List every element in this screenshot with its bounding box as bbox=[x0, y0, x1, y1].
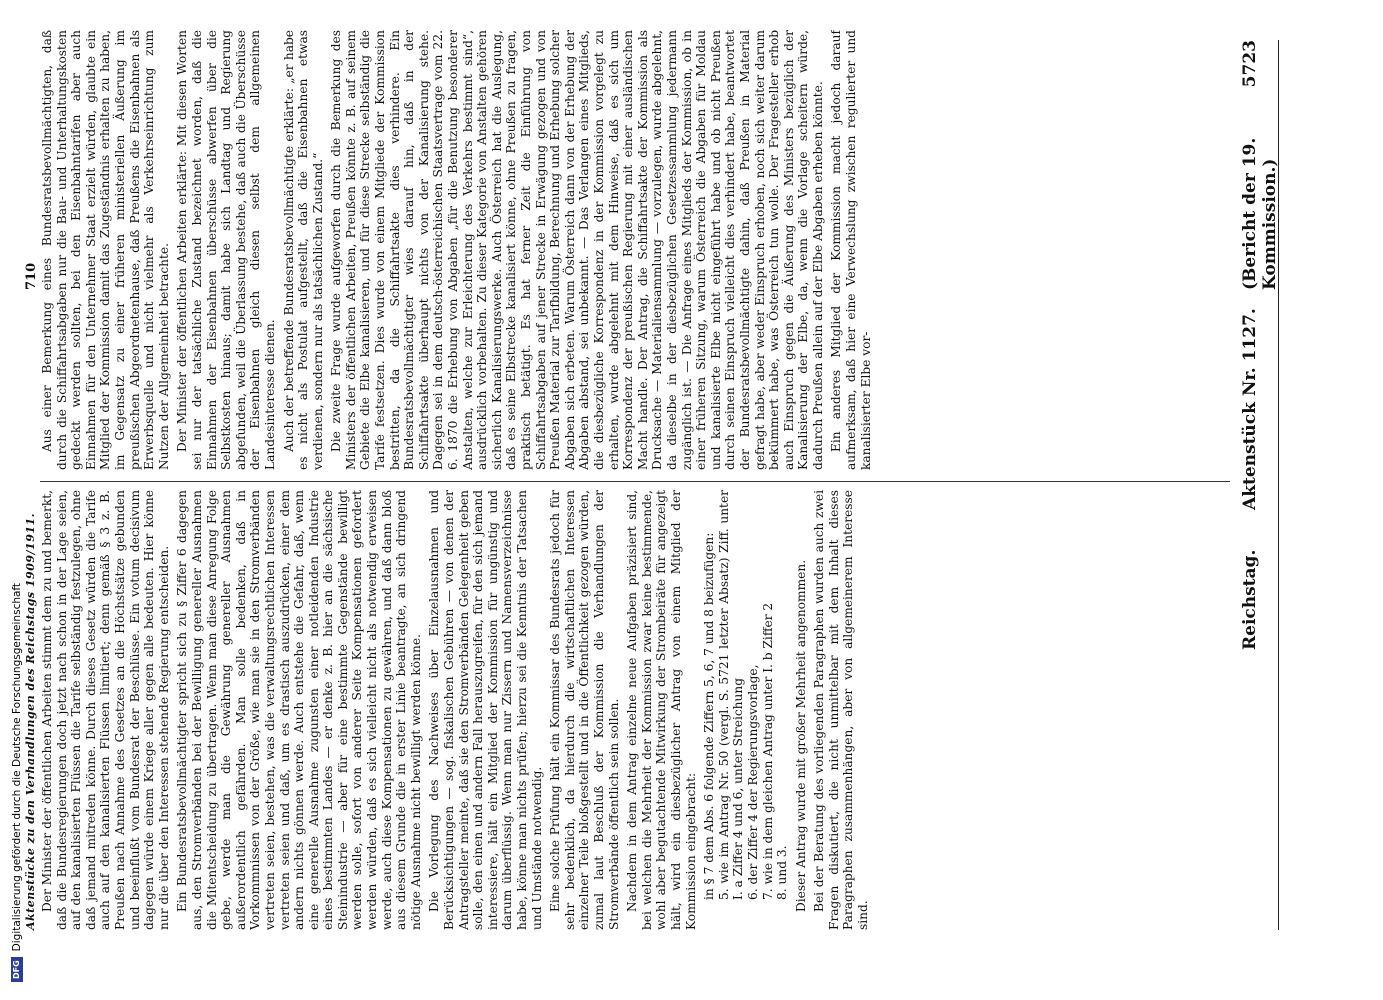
dfg-credit-text: Digitalisierung gefördert durch die Deutsche Forschungsgemeinschaft bbox=[11, 582, 23, 952]
paragraph: Aus einer Bemerkung eines Bundesratsbevollmächtigten, daß durch die Schiffahrtsabgaben nur die Bau- und Unterhaltungskosten gedeckt werden sollten, bei den Eisenbahntarifen aber auch Einnahmen für den Unternehmer Staat erzielt würden, glaubte ein Mitglied der Kommission damit das Zugeständnis erhalten zu haben, im Gegensatz zu einer früheren ministeriellen Äußerung im preußischen Abgeordnetenhause, daß Preußens die Eisenbahnen als Erwerbsquelle und nicht vielmehr als Verkehrseinrichtung zum Nutzen der Allgemeinheit betrachte. bbox=[40, 30, 171, 470]
footnote-signature: Aktenstücke zu den Verhandlungen des Reichstags 1909/1911. bbox=[24, 513, 37, 930]
list-item: 8. und 3. bbox=[775, 845, 790, 900]
header-rule bbox=[1278, 40, 1279, 930]
paragraph: Auch der betreffende Bundesratsbevollmächtigte erklärte: „er habe es nicht als Postulat aufgestellt, daß die Eisenbahnen etwas verdienen, sondern nur als tatsächlichen Zustand.“ bbox=[281, 30, 325, 470]
dfg-logo-icon: DFG bbox=[11, 957, 23, 982]
list-item: 6. der Ziffer 4 der Regierungsvorlage, bbox=[745, 664, 760, 900]
list-intro: in § 7 dem Abs. 6 folgende Ziffern 5, 6, 7 und 8 beizufügen: bbox=[702, 532, 717, 900]
dfg-credit bbox=[6, 0, 28, 1000]
paragraph: Die zweite Frage wurde aufgeworfen durch die Bemerkung des Ministers der öffentlichen Arbeiten, Preußen könnte z. B. auf seinem Gebiete die Elbe kanalisieren, und für diese Strecke selbständig die Tarife festsetzen. Dies wurde von einem Mitgliede der Kommission bestritten, da die Schiffahrtsakte dies verhindere. Ein Bundesratsbevollmächtigter wies darauf hin, daß in der Schiffahrtsakte überhaupt nichts von der Kanalisierung stehe. Dagegen sei in dem deutsch-österreichischen Staatsvertrage vom 22. 6. 1870 die Erhebung von Abgaben „für die Benutzung besonderer Anstalten, welche zur Erleichterung des Verkehrs bestimmt sind“, ausdrücklich vorbehalten. Zu dieser Kategorie von Anstalten gehören sicherlich Kanalisierungswerke. Auch Österreich hat die Auslegung, daß es seine Elbstrecke kanalisiert könne, ohne Preußen zu fragen, praktisch betätigt. Es hat ferner Zeit die Einführung von Schiffahrtsabgaben auf jener Strecke in Erwägung gezogen und von Preußen Material zur Tarifbildung, Berechnung und Erhebung solcher Abgaben sich erbeten. Warum Österreich dann von der Erhebung der Abgaben abstand, sei unbekannt. — Das Verlangen eines Mitglieds, die diesbezügliche Korrespondenz in der Kommission vorgelegt zu erhalten, wurde abgelehnt mit dem Hinweise, daß es sich um Korrespondenz der preußischen Regierung mit einer ausländischen Macht handle. Der Antrag, die Schiffahrtsakte der Kommission als Drucksache — Materialiensammlung — vorzulegen, wurde abgelehnt, da dieselbe in der diesbezüglichen Gesetzessammlung jedermann zugänglich ist. — Die Anfrage eines Mitglieds der Kommission, ob in einer früheren Sitzung, warum Österreich die Abgaben für Moldau und kanalisierte Elbe nicht eingeführt habe und ob nicht Preußen durch seinen Einspruch vielleicht dies verhindert habe, beantwortet der Bundesratsbevollmächtigte dahin, daß Preußen in Material gefragt habe, aber weder Einspruch erhoben, noch sich weiter darum bekümmert habe, was Österreich tun wolle. Der Fragesteller erhob auch Einspruch gegen die Äußerung des Ministers bezüglich der Kanalisierung der Elbe, da, wenn die Vorlage scheitern würde, dadurch Preußen allein auf der Elbe Abgaben erheben könnte. bbox=[329, 30, 825, 470]
amendment-list bbox=[702, 490, 790, 900]
paragraph: Nachdem in dem Antrag einzelne neue Aufgaben präzisiert sind, bei welchen die Mehrheit der Kommission zwar keine bestimmende, wohl aber begutachtende Mitwirkung der Strombeiräte für angezeigt hält, wird ein diesbezüglicher Antrag von einem Mitglied der Kommission eingebracht: bbox=[625, 490, 698, 930]
paragraph: Ein anderes Mitglied der Kommission macht jedoch darauf aufmerksam, daß hier eine Verwechslung zwischen regulierter und kanalisierter Elbe vor- bbox=[829, 30, 873, 470]
column-divider bbox=[40, 481, 1230, 482]
paragraph: Der Minister der öffentlichen Arbeiten stimmt dem zu und bemerkt, daß die Bundesregierungen doch jetzt nach schon in der Lage seien, auf den kanalisierten Flüssen die Tarife selbständig festzulegen, ohne daß jemand mitreden könne. Durch dieses Gesetz würden die Tarife auch auf den kanalisierten Flüssen limitiert; denn gemäß § 3 z. B. Preußen nach Annahme des Gesetzes an die Höchstsätze gebunden und beeinflußt vom Bundesrat der Beschlüsse. Ein votum decisivum dagegen würde einem Kriege aller gegen alle bedeuten. Hier könne nur die über den Interessen stehende Regierung entscheiden. bbox=[40, 490, 171, 930]
paragraph: Eine solche Prüfung hält ein Kommissar des Bundesrats jedoch für sehr bedenklich, da hierdurch die wirtschaftlichen Interessen einzelner Teile bloßgestellt und in die Öffentlichkeit gezogen würden, zumal laut Beschluß der Kommission die Verhandlungen der Stromverbände öffentlich sein sollen. bbox=[548, 490, 621, 930]
paragraph: Die Vorlegung des Nachweises über Einzelausnahmen und Berücksichtigungen — sog. fiskalischen Gebühren — von denen der Antragsteller meinte, daß sie den Stromverbänden Gelegenheit geben solle, den einen und andern Fall herauszugreifen, für den sich jemand interessiere, hält ein Mitglied der Kommission für ungünstig und darum überflüssig. Wenn man nur Zissern und Namensverzeichnisse habe, könne man nichts prüfen; hierzu sei die Kenntnis der Tatsachen und Umstände notwendig. bbox=[427, 490, 544, 930]
list-item: 5. wie im Antrag Nr. 50 (vergl. S. 5721 letzter Absatz) Ziff. unter I. a Ziffer 4 und 6, unter Streichung bbox=[716, 490, 746, 900]
paragraph: Dieser Antrag wurde mit großer Mehrheit angenommen. bbox=[793, 559, 808, 912]
dfg-sidebar bbox=[6, 0, 28, 1000]
header-page-number: 5723 bbox=[1240, 40, 1260, 88]
page-header bbox=[1240, 40, 1280, 930]
bottom-page-label: 710 bbox=[24, 262, 39, 290]
paragraph: Der Minister der öffentlichen Arbeiten erklärte: Mit diesen Worten sei nur der tatsächliche Zustand bezeichnet worden, daß die Einnahmen der Eisenbahnen überschüsse abwerfen über die Selbstkosten hinaus; damit habe sich Landtag und Regierung abgefunden, weil die Überlassung bestehe, daß auch die Überschüsse der Eisenbahnen gleich diesen selbst dem allgemeinen Landesinteresse dienen. bbox=[175, 30, 277, 470]
list-item: 7. wie in dem gleichen Antrag unter I. b Ziffer 2 bbox=[760, 602, 775, 900]
paragraph: Bei der Beratung des vorliegenden Paragraphen wurden auch zwei Fragen diskutiert, die nicht unmittelbar mit dem Inhalt dieses Paragraphen zusammenhängen, aber von allgemeinerem Interesse sind. bbox=[812, 490, 871, 930]
right-column bbox=[40, 30, 1230, 470]
paragraph: Ein Bundesratsbevollmächtigter spricht sich zu § Ziffer 6 dagegen aus, den Stromverbänden bei der Bewilligung genereller Ausnahmen die Mitentscheidung zu übertragen. Wenn man diese Anregung Folge gebe, werde man die Gewährung genereller Ausnahmen außerordentlich gefährden. Man solle bedenken, daß in Vorkommnissen von der Größe, wie man sie in den Stromverbänden vertreten seien, bestehen, was die verwaltungsrechtlichen Interessen vertreten seien und daß, um es drastisch auszudrücken, einer dem andern nichts gönnen werde. Auch entstehe die Gefahr, daß, wenn eine generelle Ausnahme zugunsten einer notleidenden Industrie eines bestimmten Landes — er denke z. B. hier an die sächsische Steinindustrie — aber für eine bestimmte Gegenstände bewilligt werden solle, sofort von anderer Seite Kompensationen gefordert werden würden, daß es sich vielleicht nicht als notwendig erweisen werde, auch diese Kompensationen zu gewähren, und daß dann bloß aus diesem Grunde die in erster Linie beantragte, an sich dringend nötige Ausnahme nicht bewilligt werden könne. bbox=[175, 490, 423, 930]
header-commission-report: (Bericht der 19. Kommission.) bbox=[1240, 137, 1280, 290]
left-column bbox=[40, 490, 1230, 930]
header-document-number: Aktenstück Nr. 1127. bbox=[1240, 308, 1260, 510]
header-reichstag: Reichstag. bbox=[1240, 549, 1260, 650]
